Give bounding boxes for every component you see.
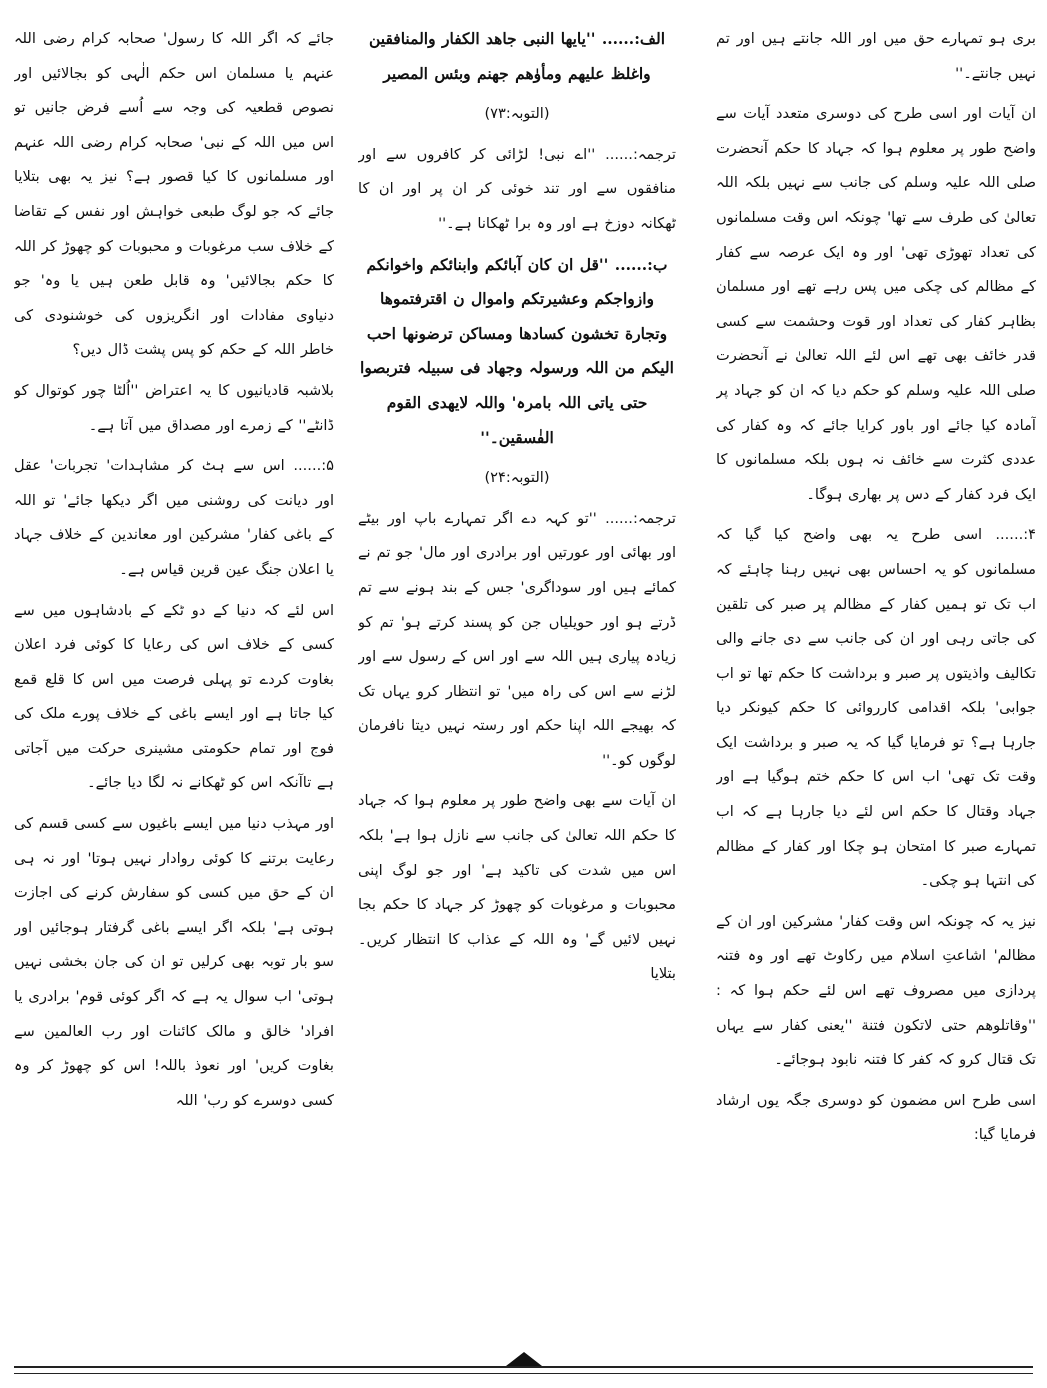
verse-reference: (التوبہ:۷۳) bbox=[484, 105, 550, 123]
quran-verse-alif: الف:...... ''یایھا النبی جاھد الکفار والمنافقین واغلظ علیھم ومأوٰھم جھنم وبئس المصیر bbox=[368, 29, 666, 83]
footer-divider bbox=[14, 1366, 1033, 1374]
column-right bbox=[716, 22, 1036, 1352]
column-middle bbox=[358, 22, 676, 1352]
footer-ornament-icon bbox=[506, 1352, 542, 1366]
quran-verse-ba: ب:...... ''قل ان کان آبائکم وابنائکم واخوانکم وازواجکم وعشیرتکم واموال ن اقترفتموھا وتجارة تخشون کسادھا ومساکن ترضونھا احب الیکم من اللہ ورسولہ وجھاد فی سبیلہ فتربصوا حتی یاتی اللہ بامرہ' واللہ لایھدی القوم الفٰسقین۔'' bbox=[360, 254, 674, 447]
paragraph: ان آیات اور اسی طرح کی دوسری متعدد آیات سے واضح طور پر معلوم ہوا کہ جہاد کا حکم آنحضرت صلی اللہ علیہ وسلم کی جانب سے نہیں بلکہ اللہ تعالیٰ کی طرف سے تھا' چونکہ اس وقت مسلمانوں کی تعداد تھوڑی تھی' اور وہ ایک عرصہ سے کفار کے مظالم کی چکی میں پس رہے تھے اور مسلمان بظاہر کفار کی تعداد اور قوت وحشمت سے کسی قدر خائف بھی تھے اس لئے اللہ تعالیٰ نے آنحضرت صلی اللہ علیہ وسلم کو حکم دیا کہ ان کو جہاد پر آمادہ کیا جائے اور باور کرایا جائے کہ وہ کفار کی عددی کثرت سے خائف نہ ہوں بلکہ مسلمانوں کا ایک فرد کفار کے دس پر بھاری ہوگا۔ bbox=[716, 105, 1036, 503]
paragraph: جائے کہ اگر اللہ کا رسول' صحابہ کرام رضی اللہ عنہم یا مسلمان اس حکم الٰہی کو بجالائیں اور نصوص قطعیہ کی وجہ سے اُسے فرض جانیں تو اس میں اللہ کے نبی' صحابہ کرام رضی اللہ عنہم اور مسلمانوں کا کیا قصور ہے؟ نیز یہ بھی بتلایا جائے کہ جو لوگ طبعی خواہش اور نفس کے تقاضا کے خلاف سب مرغوبات و محبوبات کو چھوڑ کر اللہ کا حکم بجالائیں' وہ قابل طعن ہیں یا وہ' جو دنیاوی مفادات اور انگریزوں کی خوشنودی کی خاطر اللہ کے حکم کو پس پشت ڈال دیں؟ bbox=[14, 30, 334, 359]
paragraph: اسی طرح اس مضمون کو دوسری جگہ یوں ارشاد فرمایا گیا: bbox=[716, 1091, 1036, 1144]
paragraph: ۵:...... اس سے ہٹ کر مشاہدات' تجربات' عقل اور دیانت کی روشنی میں اگر دیکھا جائے' تو اللہ کے باغی کفار' مشرکین اور معاندین کے خلاف جہاد یا اعلان جنگ عین قرین قیاس ہے۔ bbox=[14, 457, 334, 578]
paragraph: بلاشبہ قادیانیوں کا یہ اعتراض ''اُلٹا چور کوتوال کو ڈانٹے'' کے زمرے اور مصداق میں آتا ہے۔ bbox=[14, 381, 334, 434]
paragraph: ۴:...... اسی طرح یہ بھی واضح کیا گیا کہ مسلمانوں کو یہ احساس بھی نہیں رہنا چاہئے کہ اب تک تو ہمیں کفار کے مظالم پر صبر کی تلقین کی جاتی رہی اور ان کی جانب سے دی جانے والی تکالیف واذیتوں پر صبر و برداشت کا حکم تھا تو اب جوابی' بلکہ اقدامی کارروائی کا حکم کیونکر دیا جارہا ہے؟ تو فرمایا گیا کہ یہ صبر و برداشت ایک وقت تک تھی' اب اس کا حکم ختم ہوگیا ہے اور جہاد وقتال کا حکم اس لئے دیا جارہا ہے کہ اب تمہارے صبر کا امتحان ہو چکا اور کفار کے مظالم کی انتہا ہو چکی۔ bbox=[716, 526, 1036, 890]
paragraph: نیز یہ کہ چونکہ اس وقت کفار' مشرکین اور ان کے مظالم' اشاعتِ اسلام میں رکاوٹ تھے اور وہ فتنہ پردازی میں مصروف تھے اس لئے حکم ہوا کہ : ''وقاتلوھم حتی لاتکون فتنة ''یعنی کفار سے یہاں تک قتال کرو کہ کفر کا فتنہ نابود ہوجائے۔ bbox=[716, 912, 1036, 1069]
verse-reference: (التوبہ:۲۴) bbox=[484, 469, 550, 487]
paragraph: اس لئے کہ دنیا کے دو ٹکے کے بادشاہوں میں سے کسی کے خلاف اس کی رعایا کا کوئی فرد اعلان بغاوت کردے تو پہلی فرصت میں اس کا قلع قمع کیا جاتا ہے اور ایسے باغی کے خلاف پورے ملک کی فوج اور تمام حکومتی مشینری حرکت میں آجاتی ہے تاآنکہ اس کو ٹھکانے نہ لگا دیا جائے۔ bbox=[14, 601, 334, 792]
column-left bbox=[14, 22, 334, 1352]
paragraph: بری ہو تمہارے حق میں اور اللہ جانتے ہیں اور تم نہیں جانتے۔'' bbox=[716, 30, 1036, 82]
translation-paragraph: ترجمہ:...... ''اے نبی! لڑائی کر کافروں سے اور منافقوں سے اور تند خوئی کر ان پر اور ان کا ٹھکانہ دوزخ ہے اور وہ برا ٹھکانا ہے۔'' bbox=[358, 145, 676, 232]
translation-paragraph: ترجمہ:...... ''تو کہہ دے اگر تمہارے باپ اور بیٹے اور بھائی اور عورتیں اور برادری اور مال' جو تم نے کمائے ہیں اور سوداگری' جس کے بند ہونے سے تم ڈرتے ہو اور حویلیاں جن کو پسند کرتے ہو' تم کو زیادہ پیاری ہیں اللہ سے اور اس کے رسول سے اور لڑنے سے اس کی راہ میں' تو انتظار کرو یہاں تک کہ بھیجے اللہ اپنا حکم اور رستہ نہیں دیتا نافرمان لوگوں کو۔'' bbox=[358, 509, 676, 769]
paragraph: ان آیات سے بھی واضح طور پر معلوم ہوا کہ جہاد کا حکم اللہ تعالیٰ کی جانب سے نازل ہوا ہے' بلکہ اس میں شدت کی تاکید ہے' اور جو لوگ اپنی محبوبات و مرغوبات کو چھوڑ کر جہاد کا حکم بجا نہیں لائیں گے' وہ اللہ کے عذاب کا انتظار کریں۔ بتلایا bbox=[358, 792, 676, 983]
paragraph: اور مہذب دنیا میں ایسے باغیوں سے کسی قسم کی رعایت برتنے کا کوئی روادار نہیں ہوتا' اور نہ ہی ان کے حق میں کسی کو سفارش کرنے کی اجازت ہوتی ہے' بلکہ اگر ایسے باغی گرفتار ہوجائیں اور سو بار توبہ بھی کرلیں تو ان کی جان بخشی نہیں ہوتی' اب سوال یہ ہے کہ اگر کوئی قوم' برادری یا افراد' خالق و مالک کائنات اور رب العالمین سے بغاوت کریں' اور نعوذ باللہ! اس کو چھوڑ کر وہ کسی دوسرے کو رب' اللہ bbox=[14, 815, 334, 1109]
